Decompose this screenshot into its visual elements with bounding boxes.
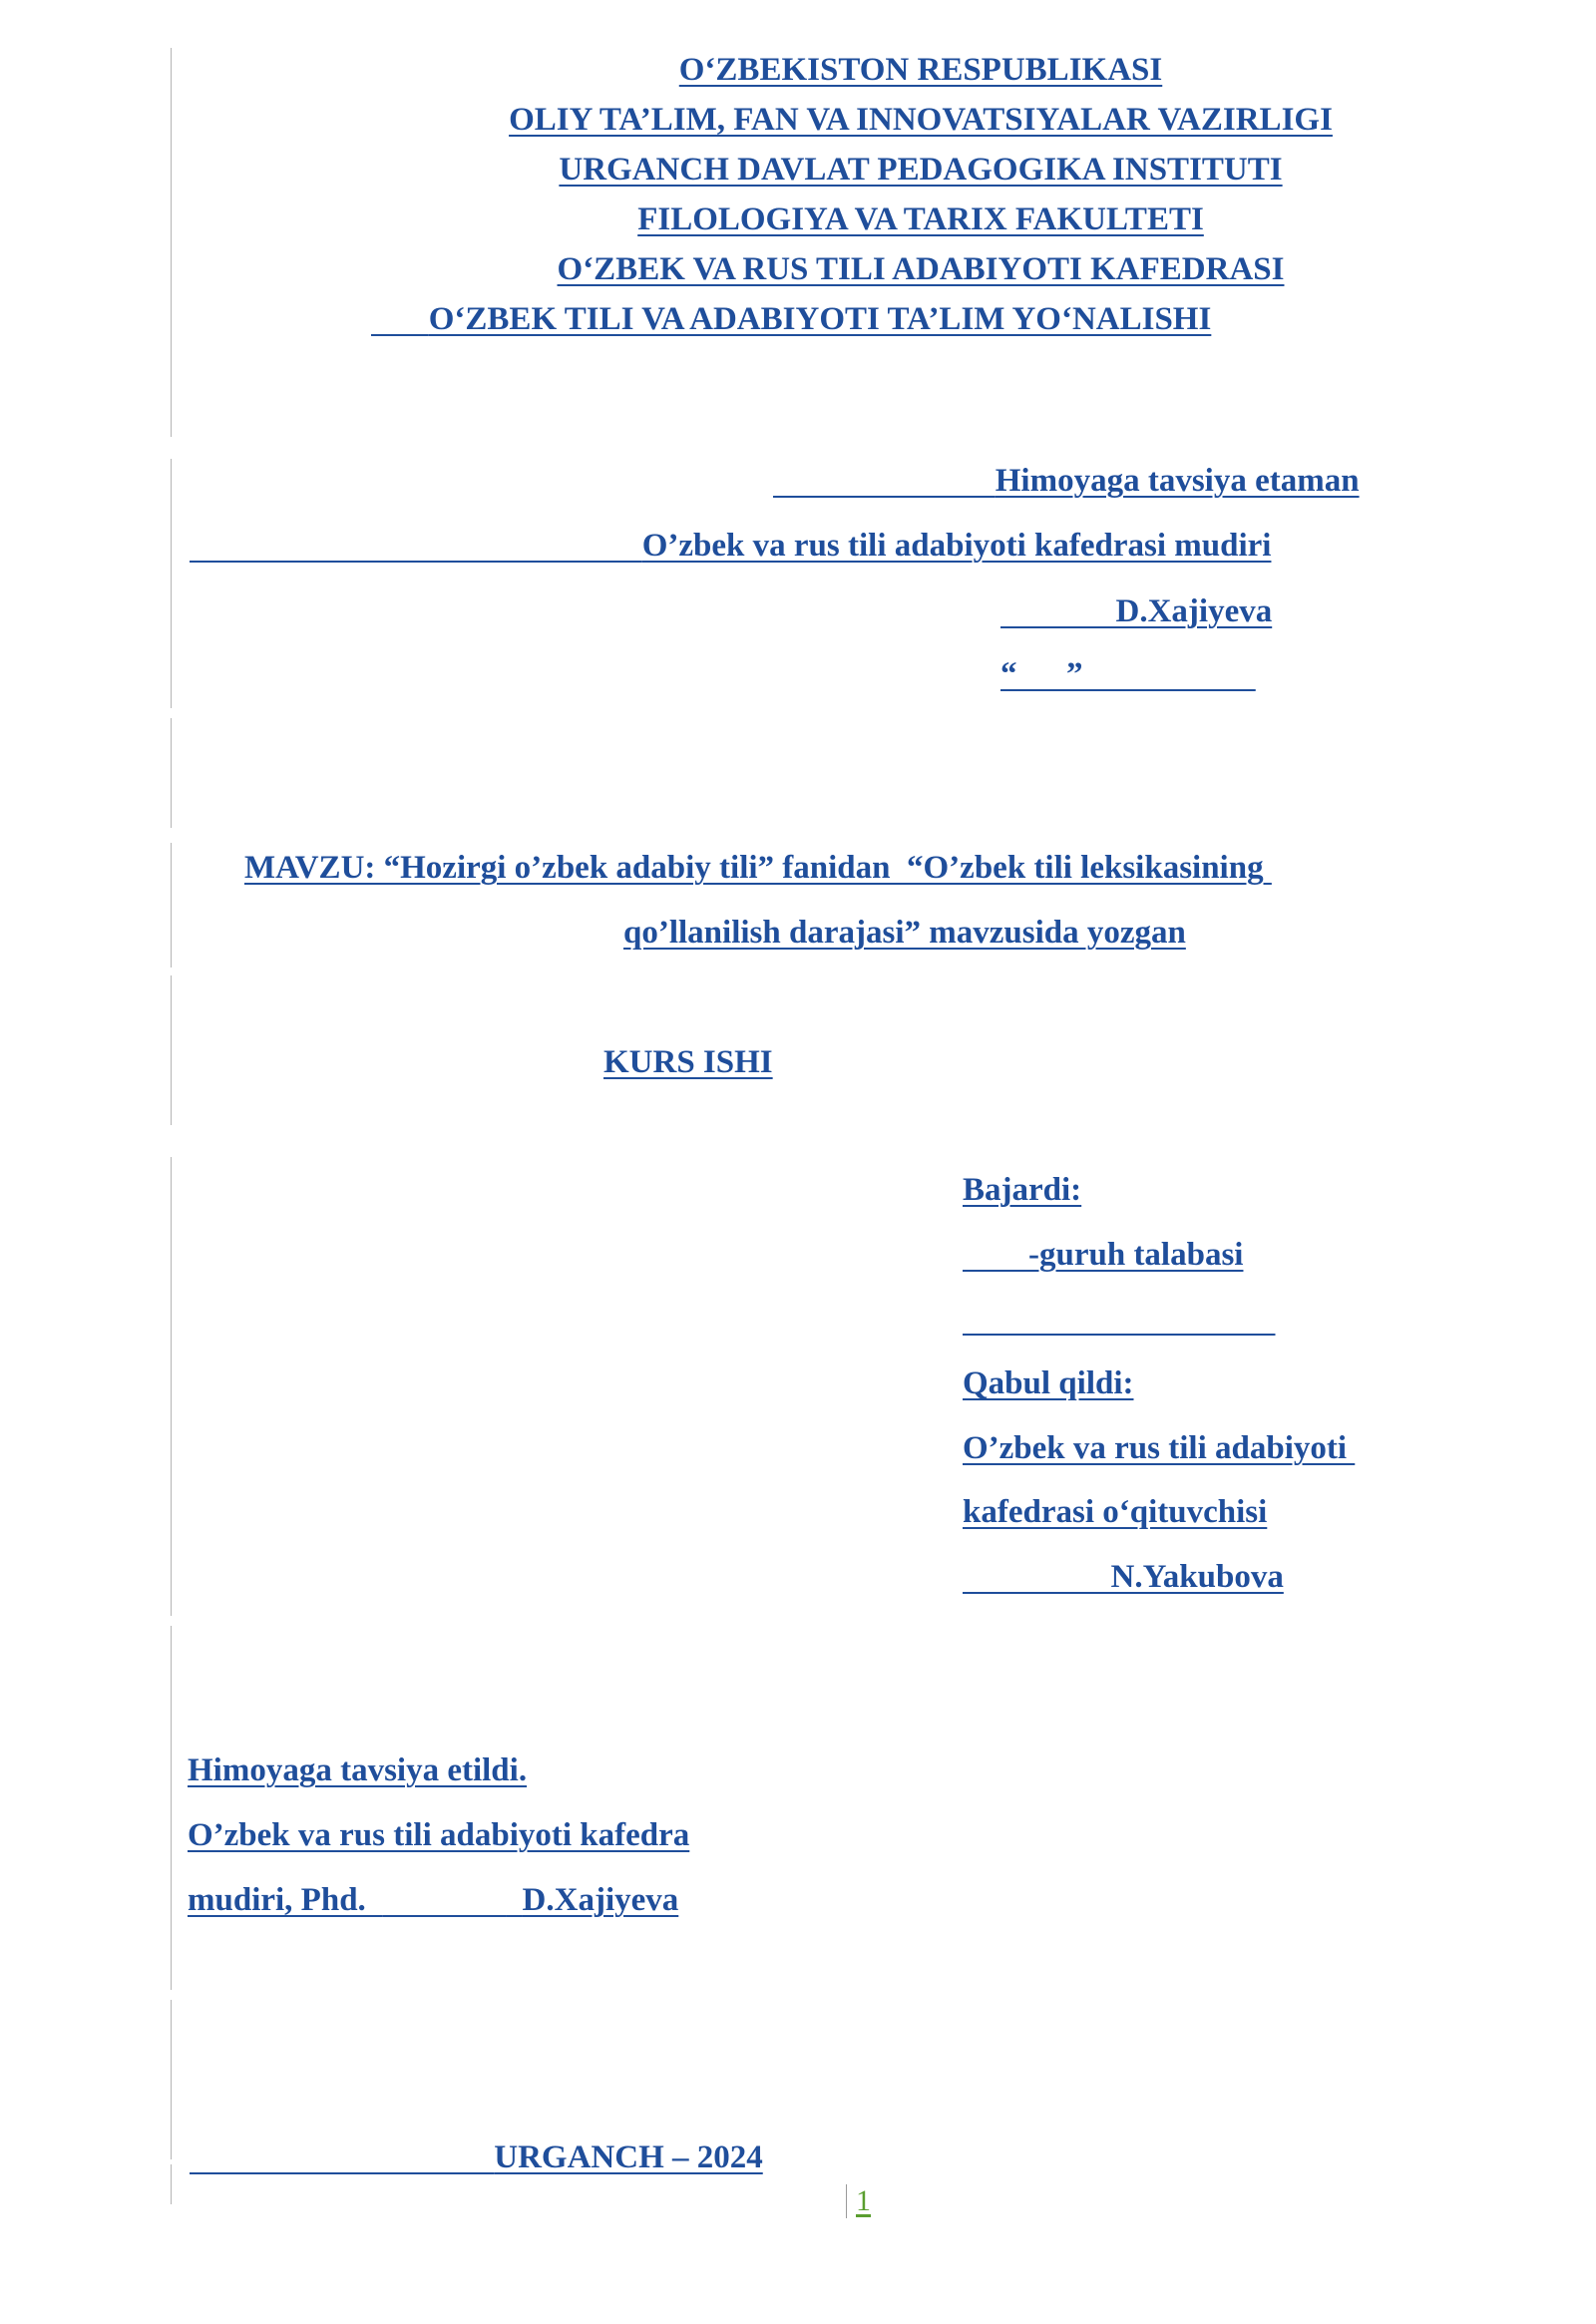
header-specialty	[371, 299, 1211, 339]
header-specialty-text: O‘ZBEK TILI VA ADABIYOTI TA’LIM YO‘NALISHI	[428, 301, 1212, 337]
student-name-blank	[963, 1299, 1276, 1339]
header-faculty: FILOLOGIYA VA TARIX FAKULTETI	[637, 201, 1204, 237]
approval-line-3	[1000, 591, 1272, 631]
recommended-line-1: Himoyaga tavsiya etildi.	[188, 1752, 528, 1788]
place-year-line	[190, 2137, 763, 2177]
page-number-bar	[846, 2184, 847, 2218]
accepted-name-line	[963, 1557, 1284, 1597]
header-institute: URGANCH DAVLAT PEDAGOGIKA INSTITUTI	[559, 152, 1283, 188]
margin-bar	[171, 48, 172, 347]
header-country: O‘ZBEKISTON RESPUBLIKASI	[678, 52, 1163, 88]
margin-bar	[171, 2164, 172, 2204]
performed-label: Bajardi:	[963, 1172, 1082, 1208]
margin-bar	[171, 843, 172, 968]
topic-line-2: qo’llanilish darajasi” mavzusida yozgan	[623, 915, 1186, 951]
accepted-line-2: kafedrasi o‘qituvchisi	[963, 1494, 1268, 1530]
margin-bar	[171, 975, 172, 1125]
margin-bar	[171, 718, 172, 828]
approval-date-line: “ ”	[1000, 656, 1083, 692]
approval-line-2	[190, 526, 1271, 566]
accepted-name: N.Yakubova	[1110, 1559, 1284, 1595]
margin-bar	[171, 1157, 172, 1616]
recommended-line-3: mudiri, Phd. D.Xajiyeva	[188, 1882, 679, 1918]
approval-head-title: O’zbek va rus tili adabiyoti kafedrasi mudiri	[641, 528, 1272, 564]
work-type: KURS ISHI	[603, 1044, 773, 1080]
accepted-label: Qabul qildi:	[963, 1365, 1134, 1401]
header-department: O‘ZBEK VA RUS TILI ADABIYOTI KAFEDRASI	[557, 251, 1285, 287]
margin-bar	[171, 459, 172, 708]
topic-line-1: MAVZU: “Hozirgi o’zbek adabiy tili” fanidan “O’zbek tili leksikasining	[244, 850, 1272, 886]
recommended-name: D.Xajiyeva	[522, 1882, 679, 1918]
margin-bar	[171, 1760, 172, 1990]
margin-bar	[171, 1626, 172, 1765]
header-ministry: OLIY TA’LIM, FAN VA INNOVATSIYALAR VAZIRLIGI	[509, 102, 1333, 138]
approval-recommend: Himoyaga tavsiya etaman	[995, 463, 1360, 499]
approval-head-name: D.Xajiyeva	[1115, 593, 1273, 629]
page-number: 1	[856, 2184, 871, 2217]
margin-bar	[171, 2000, 172, 2159]
performed-group: -guruh talabasi	[1028, 1237, 1244, 1273]
margin-bar	[171, 347, 172, 437]
place-year: URGANCH – 2024	[494, 2139, 763, 2175]
recommended-line-2: O’zbek va rus tili adabiyoti kafedra	[188, 1817, 690, 1853]
approval-line-1	[773, 461, 1360, 501]
accepted-line-1: O’zbek va rus tili adabiyoti	[963, 1430, 1356, 1466]
